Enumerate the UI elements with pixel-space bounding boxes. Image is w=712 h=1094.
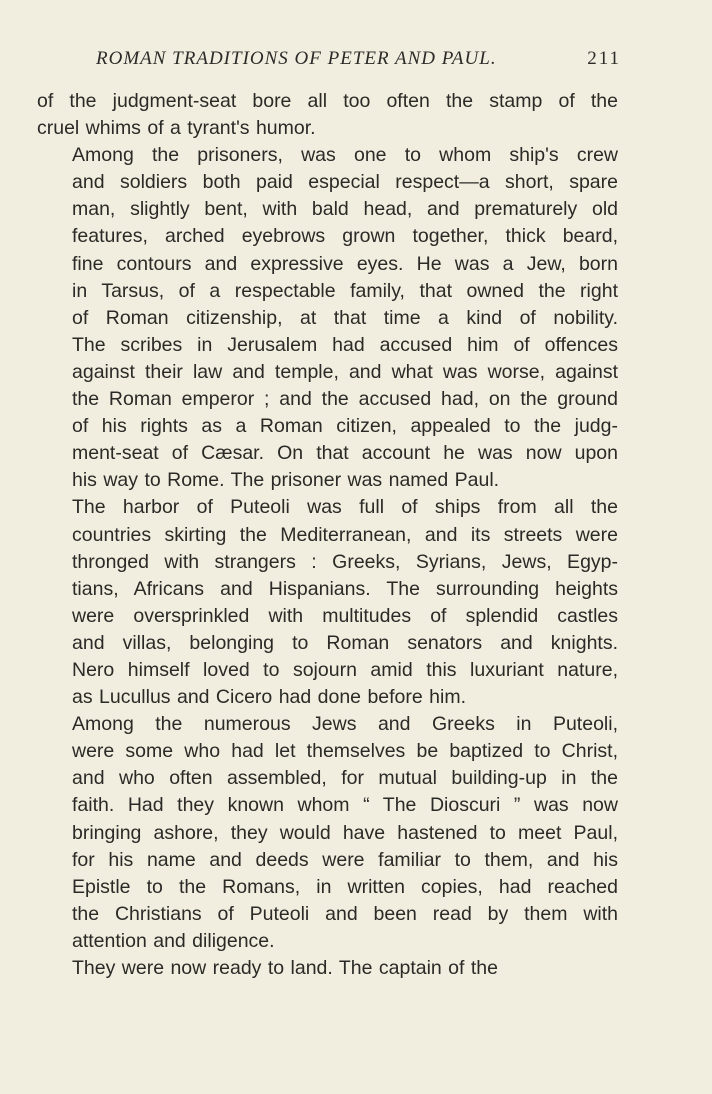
running-title: ROMAN TRADITIONS OF PETER AND PAUL. bbox=[96, 48, 497, 69]
page-number: 211 bbox=[587, 48, 621, 69]
text-line: Among the numerous Jews and Greeks in Puteoli, bbox=[72, 713, 618, 736]
text-line: of Roman citizenship, at that time a kind of nobility. bbox=[72, 306, 618, 329]
body-text bbox=[37, 88, 618, 982]
paragraph bbox=[37, 955, 618, 982]
text-line: tians, Africans and Hispanians. The surrounding heights bbox=[72, 577, 618, 600]
text-line: were oversprinkled with multitudes of splendid castles bbox=[72, 604, 618, 627]
text-line: cruel whims of a tyrant's humor. bbox=[37, 117, 316, 140]
text-line: countries skirting the Mediterranean, and its streets were bbox=[72, 523, 618, 546]
text-line: Nero himself loved to sojourn amid this luxuriant nature, bbox=[72, 658, 618, 681]
text-line: the Roman emperor ; and the accused had, on the ground bbox=[72, 388, 618, 411]
text-line: were some who had let themselves be baptized to Christ, bbox=[72, 740, 618, 763]
text-line: faith. Had they known whom “ The Dioscuri ” was now bbox=[72, 794, 618, 817]
text-line: attention and diligence. bbox=[72, 929, 275, 952]
text-line: The harbor of Puteoli was full of ships from all the bbox=[72, 496, 618, 519]
text-line: Among the prisoners, was one to whom ship's crew bbox=[72, 144, 618, 167]
text-line: against their law and temple, and what was worse, against bbox=[72, 360, 618, 383]
text-line: and soldiers both paid especial respect—a short, spare bbox=[72, 171, 618, 194]
text-line: man, slightly bent, with bald head, and prematurely old bbox=[72, 198, 618, 221]
paragraph bbox=[37, 142, 618, 494]
text-line: Epistle to the Romans, in written copies, had reached bbox=[72, 875, 618, 898]
text-line: and who often assembled, for mutual building-up in the bbox=[72, 767, 618, 790]
paragraph bbox=[37, 711, 618, 955]
paragraph bbox=[37, 88, 618, 142]
text-line: in Tarsus, of a respectable family, that owned the right bbox=[72, 279, 618, 302]
text-line: the Christians of Puteoli and been read by them with bbox=[72, 902, 618, 925]
running-head bbox=[37, 44, 621, 76]
text-line: and villas, belonging to Roman senators and knights. bbox=[72, 631, 618, 654]
text-line: thronged with strangers : Greeks, Syrians, Jews, Egyp- bbox=[72, 550, 618, 573]
book-page bbox=[37, 44, 621, 982]
text-line: features, arched eyebrows grown together, thick beard, bbox=[72, 225, 618, 248]
paragraph bbox=[37, 494, 618, 711]
text-line: bringing ashore, they would have hastened to meet Paul, bbox=[72, 821, 618, 844]
text-line: as Lucullus and Cicero had done before him. bbox=[72, 686, 466, 709]
text-line: his way to Rome. The prisoner was named Paul. bbox=[72, 469, 500, 492]
text-line: The scribes in Jerusalem had accused him of offences bbox=[72, 333, 618, 356]
text-line: for his name and deeds were familiar to them, and his bbox=[72, 848, 618, 871]
text-line: of the judgment-seat bore all too often the stamp of the bbox=[37, 90, 618, 112]
text-line: of his rights as a Roman citizen, appealed to the judg- bbox=[72, 415, 618, 438]
text-line: They were now ready to land. The captain of the bbox=[72, 957, 498, 979]
text-line: ment-seat of Cæsar. On that account he was now upon bbox=[72, 442, 618, 465]
text-line: fine contours and expressive eyes. He was a Jew, born bbox=[72, 252, 618, 275]
